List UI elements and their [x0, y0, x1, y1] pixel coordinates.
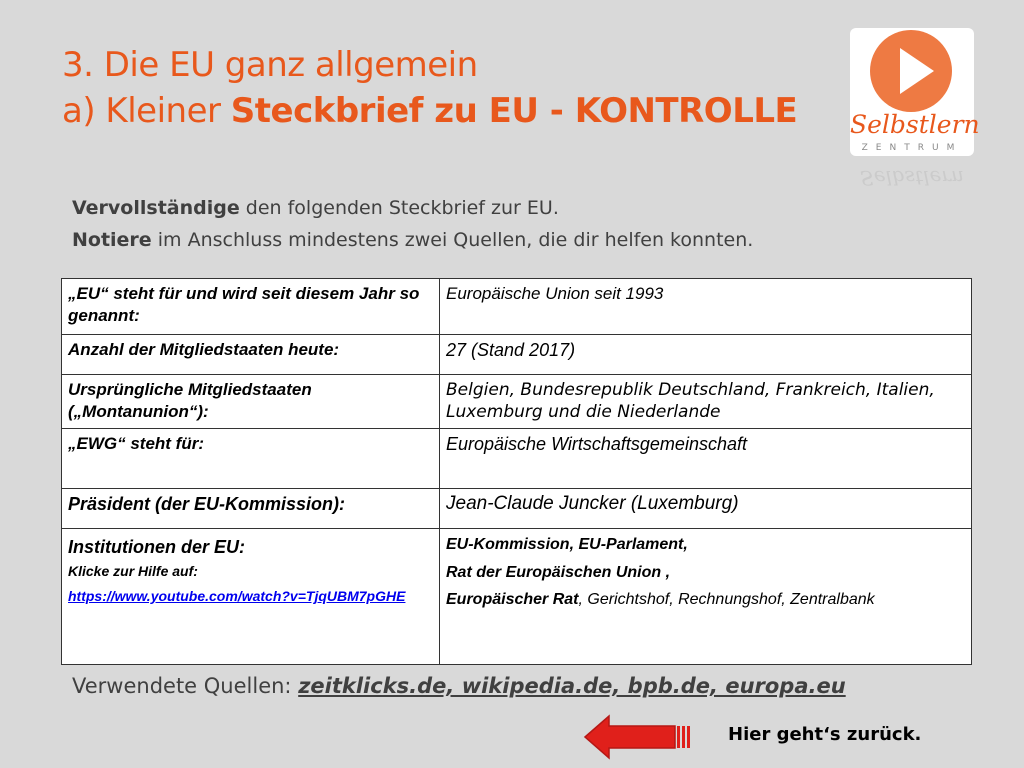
arrow-stripe [687, 726, 690, 748]
back-link[interactable]: Hier geht‘s zurück. [728, 724, 922, 745]
row-label: Anzahl der Mitgliedstaaten heute: [62, 335, 440, 375]
institutions-label: Institutionen der EU: [68, 537, 245, 557]
table-row [62, 529, 972, 665]
institutions-line-1: EU-Kommission, EU-Parlament, [446, 536, 688, 553]
instruction-verb-1: Vervollständige [72, 197, 240, 219]
institutions-value-cell [440, 529, 972, 665]
play-icon [900, 48, 934, 94]
institutions-bold: Europäischer Rat [446, 591, 579, 608]
back-arrow-icon[interactable] [583, 714, 695, 760]
title-prefix: a) Kleiner [62, 91, 231, 131]
sources-value[interactable]: zeitklicks.de, wikipedia.de, bpb.de, europa.eu [298, 674, 846, 698]
title-line-1: 3. Die EU ganz allgemein [62, 45, 478, 85]
instructions [72, 192, 753, 256]
sources [72, 674, 846, 698]
slide-title [62, 42, 797, 134]
back-arrow-shape [585, 716, 675, 758]
table-row [62, 335, 972, 375]
table-row [62, 489, 972, 529]
row-value: Jean-Claude Juncker (Luxemburg) [440, 489, 972, 529]
row-label: Präsident (der EU-Kommission): [62, 489, 440, 529]
instruction-line-1 [72, 192, 753, 224]
logo-brand: Selbstlern [850, 110, 980, 139]
institutions-line-2: Rat der Europäischen Union , [446, 564, 671, 581]
instruction-verb-2: Notiere [72, 229, 152, 251]
instruction-line-2 [72, 224, 753, 256]
table-row [62, 429, 972, 489]
institutions-line-3 [446, 589, 965, 611]
sources-label: Verwendete Quellen: [72, 674, 299, 698]
selbstlern-logo [850, 28, 980, 156]
row-value: 27 (Stand 2017) [440, 335, 972, 375]
row-label: Ursprüngliche Mitgliedstaaten („Montanunion“): [62, 375, 440, 429]
eu-profile-table [61, 278, 972, 665]
row-value: Europäische Wirtschaftsgemeinschaft [440, 429, 972, 489]
row-label: „EWG“ steht für: [62, 429, 440, 489]
table-row [62, 375, 972, 429]
instruction-text-1: den folgenden Steckbrief zur EU. [239, 197, 559, 219]
title-line-2 [62, 88, 797, 134]
logo-reflection: Selbstlern [860, 166, 964, 190]
table-row [62, 279, 972, 335]
instruction-text-2: im Anschluss mindestens zwei Quellen, die dir helfen konnten. [151, 229, 754, 251]
row-value: Belgien, Bundesrepublik Deutschland, Frankreich, Italien, Luxemburg und die Niederlande [440, 375, 972, 429]
youtube-help-link[interactable]: https://www.youtube.com/watch?v=TjqUBM7pGHE [68, 588, 406, 604]
logo-subtitle: ZENTRUM [861, 143, 963, 153]
institutions-rest: , Gerichtshof, Rechnungshof, Zentralbank [578, 591, 875, 608]
institutions-label-cell [62, 529, 440, 665]
title-bold: Steckbrief zu EU - KONTROLLE [230, 91, 798, 131]
row-value: Europäische Union seit 1993 [440, 279, 972, 335]
arrow-stripe [682, 726, 685, 748]
row-label: „EU“ steht für und wird seit diesem Jahr so genannt: [62, 279, 440, 335]
help-hint: Klicke zur Hilfe auf: [68, 563, 198, 579]
arrow-stripe [677, 726, 680, 748]
